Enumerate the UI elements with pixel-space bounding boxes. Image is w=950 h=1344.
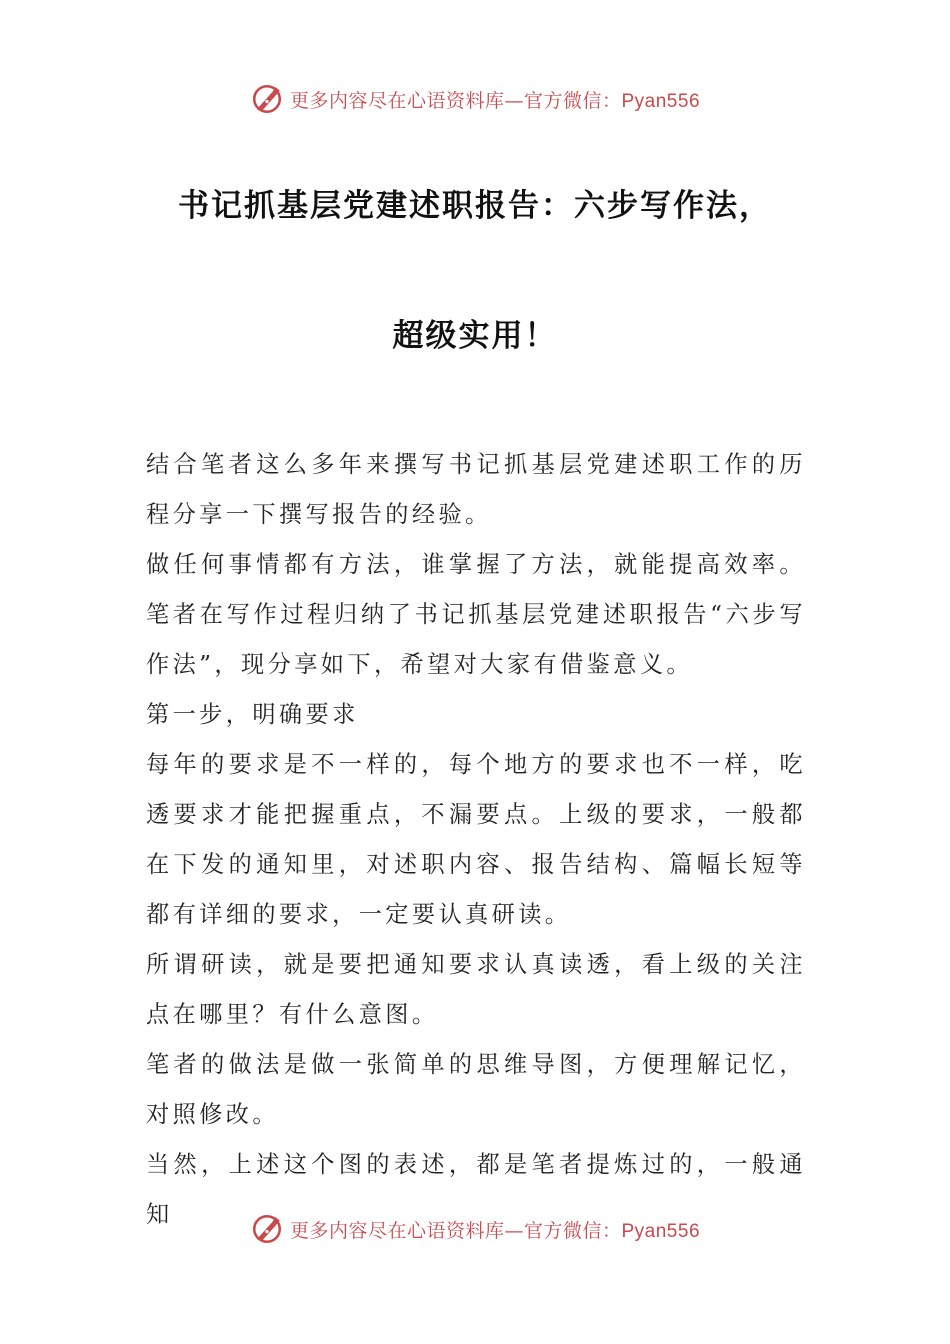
pen-nib-logo-icon <box>250 1212 284 1246</box>
header-watermark-banner <box>0 82 950 116</box>
section-heading-step-1: 第一步，明确要求 <box>146 701 359 728</box>
document-body <box>146 440 806 1240</box>
footer-watermark-banner <box>0 1212 950 1246</box>
body-paragraph: 做任何事情都有方法，谁掌握了方法，就能提高效率。笔者在写作过程归纳了书记抓基层党建述职报告“六步写作法”，现分享如下，希望对大家有借鉴意义。 <box>146 551 806 678</box>
watermark-text: 更多内容尽在心语资料库—官方微信：Pyan556 <box>289 1219 701 1242</box>
pen-nib-logo-icon <box>250 82 284 116</box>
body-paragraph: 每年的要求是不一样的，每个地方的要求也不一样，吃透要求才能把握重点，不漏要点。上级的要求，一般都在下发的通知里，对述职内容、报告结构、篇幅长短等都有详细的要求，一定要认真研读。 <box>146 751 806 928</box>
wechat-handle: Pyan556 <box>621 1220 701 1242</box>
wechat-handle: Pyan556 <box>621 90 701 112</box>
document-title-line-2: 超级实用！ <box>392 318 558 354</box>
body-paragraph: 笔者的做法是做一张简单的思维导图，方便理解记忆，对照修改。 <box>146 1051 806 1128</box>
watermark-text: 更多内容尽在心语资料库—官方微信：Pyan556 <box>289 89 701 112</box>
body-paragraph: 所谓研读，就是要把通知要求认真读透，看上级的关注点在哪里？有什么意图。 <box>146 951 806 1028</box>
document-title-line-1: 书记抓基层党建述职报告：六步写作法， <box>178 188 772 224</box>
body-paragraph: 当然，上述这个图的表述，都是笔者提炼过的，一般通知 <box>146 1151 806 1228</box>
body-paragraph: 结合笔者这么多年来撰写书记抓基层党建述职工作的历程分享一下撰写报告的经验。 <box>146 451 806 528</box>
